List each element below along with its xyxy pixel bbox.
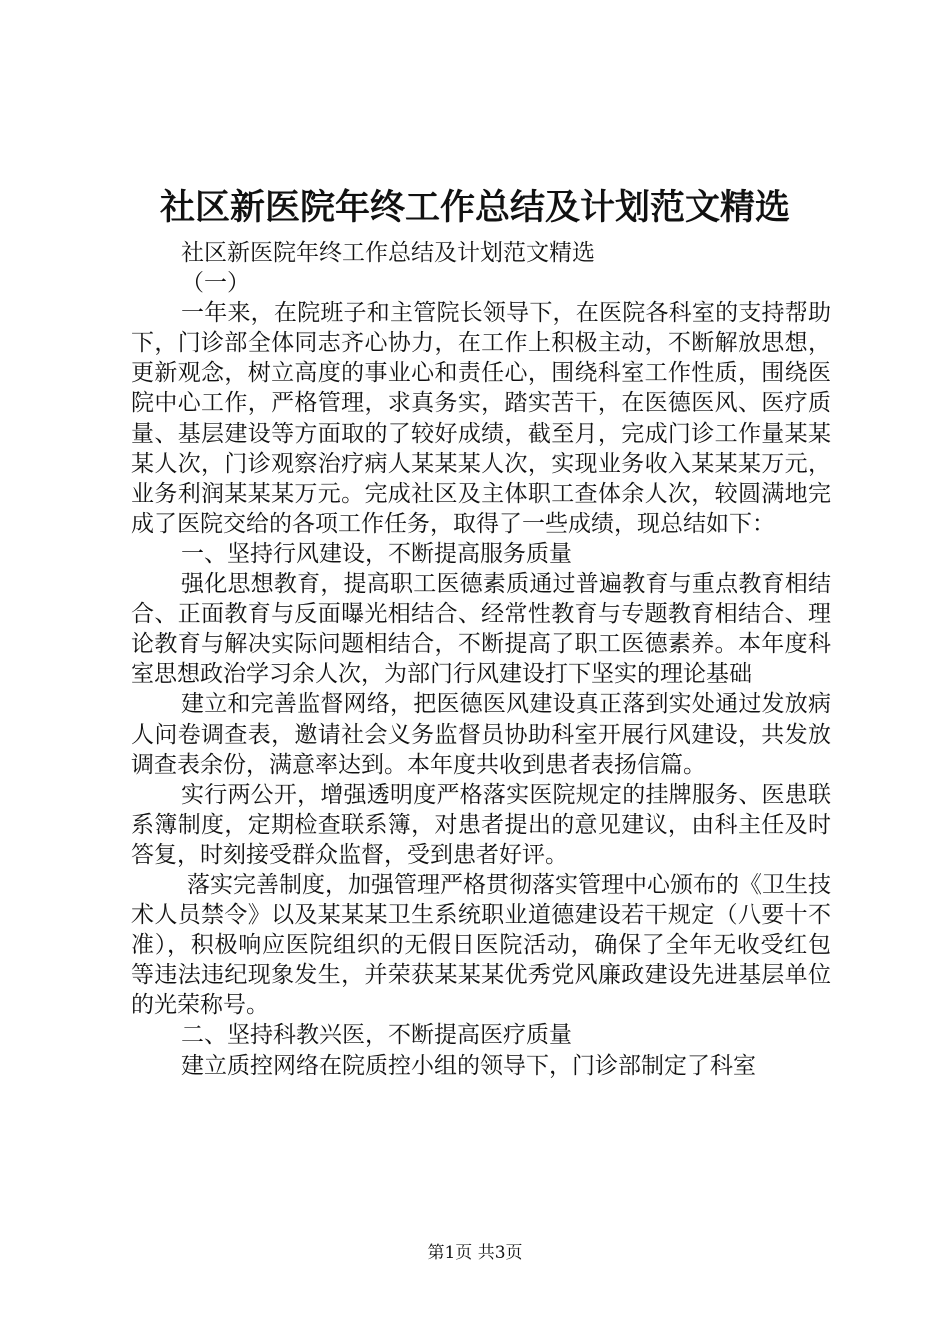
paragraph: 建立质控网络在院质控小组的领导下，门诊部制定了科室 — [181, 1052, 756, 1079]
section-heading: 一、坚持行风建设，不断提高服务质量 — [181, 540, 572, 567]
document-body — [131, 238, 831, 1081]
paragraph: 一年来，在院班子和主管院长领导下，在医院各科室的支持帮助下，门诊部全体同志齐心协力，在工作上积极主动，不断解放思想，更新观念，树立高度的事业心和责任心，围绕科室工作性质，围绕医院中心工作，严格管理，求真务实，踏实苦干，在医德医风、医疗质量、基层建设等方面取的了较好成绩，截至月，完成门诊工作量某某某人次，门诊观察治疗病人某某某人次，实现业务收入某某某万元，业务利润某某某万元。完成社区及主体职工查体余人次，较圆满地完成了医院交给的各项工作任务，取得了一些成绩，现总结如下： — [131, 300, 831, 537]
paragraph: 实行两公开，增强透明度严格落实医院规定的挂牌服务、医患联系簿制度，定期检查联系簿，对患者提出的意见建议，由科主任及时答复，时刻接受群众监督，受到患者好评。 — [131, 781, 831, 868]
section-marker: （一） — [181, 270, 250, 297]
paragraph: 强化思想教育，提高职工医德素质通过普遍教育与重点教育相结合、正面教育与反面曝光相结合、经常性教育与专题教育相结合、理论教育与解决实际问题相结合，不断提高了职工医德素养。本年度科室思想政治学习余人次，为部门行风建设打下坚实的理论基础 — [131, 571, 831, 688]
document-title: 社区新医院年终工作总结及计划范文精选 — [159, 187, 790, 228]
paragraph: 建立和完善监督网络，把医德医风建设真正落到实处通过发放病人问卷调查表，邀请社会义务监督员协助科室开展行风建设，共发放调查表余份，满意率达到。本年度共收到患者表扬信篇。 — [131, 691, 831, 778]
document-subtitle: 社区新医院年终工作总结及计划范文精选 — [181, 240, 595, 266]
section-heading: 二、坚持科教兴医，不断提高医疗质量 — [181, 1022, 572, 1049]
page-number: 第1页 共3页 — [427, 1243, 523, 1263]
paragraph: 落实完善制度，加强管理严格贯彻落实管理中心颁布的《卫生技术人员禁令》以及某某某卫生系统职业道德建设若干规定（八要十不准），积极响应医院组织的无假日医院活动，确保了全年无收受红包等违法违纪现象发生，并荣获某某某优秀党风廉政建设先进基层单位的光荣称号。 — [131, 871, 831, 1019]
